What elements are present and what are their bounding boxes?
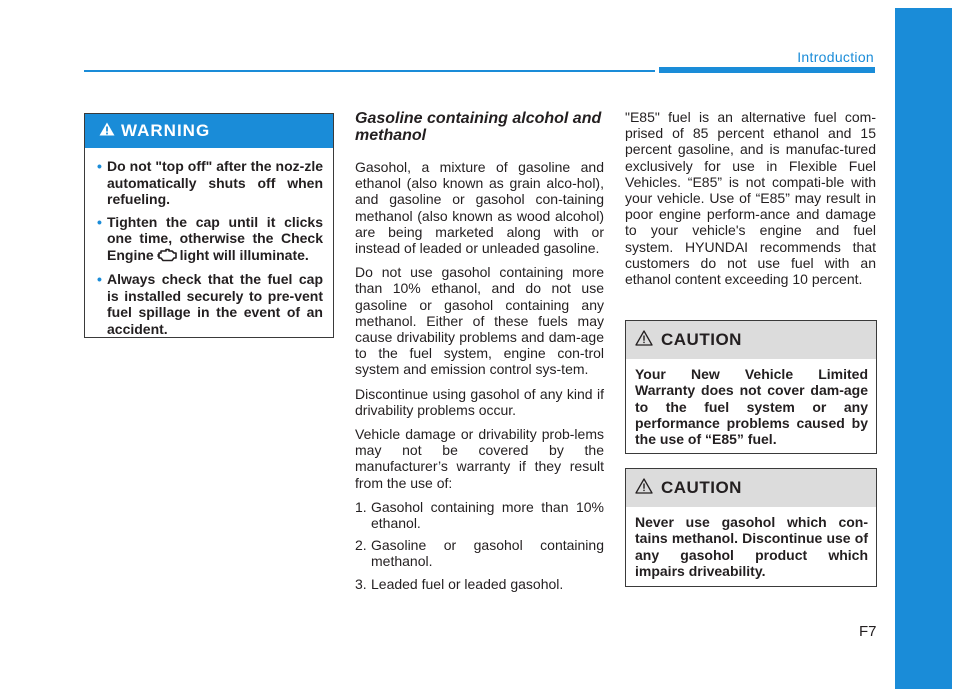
list-item-text: Leaded fuel or leaded gasohol.	[371, 575, 564, 592]
list-number: 1.	[355, 498, 367, 515]
bullet-icon: •	[97, 271, 102, 287]
caution-title: CAUTION	[661, 478, 742, 497]
caution-triangle-icon	[635, 330, 653, 351]
warning-item-text: light will illuminate.	[179, 246, 309, 263]
warning-triangle-icon	[99, 122, 115, 140]
header-rule-thick	[659, 67, 875, 73]
numbered-list	[355, 499, 604, 592]
warning-header	[85, 114, 333, 148]
caution-header	[626, 321, 876, 359]
check-engine-icon	[157, 248, 177, 266]
caution-triangle-icon	[635, 478, 653, 499]
warning-item-text: Do not "top off" after the noz-zle automatically shuts off when refueling.	[107, 158, 323, 207]
section-heading: Gasoline containing alcohol and methanol	[355, 110, 602, 144]
caution-text: Never use gasohol which con-tains methanol. Discontinue use of any gasohol product which impairs driveability.	[635, 514, 868, 579]
bullet-icon: •	[97, 213, 102, 230]
warning-list	[85, 148, 333, 337]
page-number: F7	[859, 623, 877, 640]
warning-box	[84, 113, 334, 338]
caution-title: CAUTION	[661, 330, 742, 349]
caution-text: Your New Vehicle Limited Warranty does not cover dam-age to the fuel system or any performance problems caused by the use of “E85” fuel.	[635, 366, 868, 448]
body-paragraph: Do not use gasohol containing more than 10% ethanol, and do not use gasoline or gasohol containing any methanol. Either of these fuels may cause drivability problems and dam-age to the fuel system, engine con-trol system and emission control sys-tem.	[355, 264, 604, 378]
right-column	[625, 109, 876, 295]
chapter-side-tab	[895, 8, 952, 689]
list-number: 3.	[355, 575, 367, 592]
body-paragraph: Discontinue using gasohol of any kind if drivability problems occur.	[355, 385, 604, 418]
body-paragraph: Vehicle damage or drivability prob-lems may not be covered by the manufacturer’s warranty if they result from the use of:	[355, 426, 604, 491]
numbered-list-item	[355, 537, 604, 569]
warning-item-text: Always check that the fuel cap is installed securely to pre-vent fuel spillage in the event of an accident.	[107, 271, 323, 337]
caution-box	[625, 468, 877, 587]
middle-column	[355, 110, 604, 598]
warning-item	[97, 271, 323, 337]
body-paragraph: Gasohol, a mixture of gasoline and ethanol (also known as grain alco-hol), and gasoline or gasohol con-taining methanol (also known as wood alcohol) are being marketed along with or instead of leaded or unleaded gasoline.	[355, 159, 604, 257]
warning-item	[97, 214, 323, 266]
warning-title: WARNING	[121, 121, 211, 140]
warning-item-text: Tighten the cap until it clicks one time, otherwise the Check Engine	[107, 213, 323, 263]
caution-header	[626, 469, 876, 507]
list-number: 2.	[355, 537, 367, 554]
header-rule-thin	[84, 70, 655, 72]
caution-box	[625, 320, 877, 454]
section-title: Introduction	[797, 49, 874, 65]
warning-item	[97, 158, 323, 208]
list-item-text: Gasoline or gasohol containing methanol.	[371, 537, 604, 570]
body-paragraph: "E85" fuel is an alternative fuel com-prised of 85 percent ethanol and 15 percent gasoline, and is manufac-tured exclusively for use in Flexible Fuel Vehicles. “E85” is not compati-ble with your vehicle. Use of “E85” may result in poor engine perform-ance and damage to your vehicle's engine and fuel system. HYUNDAI recommends that customers do not use fuel with an ethanol content exceeding 10 percent.	[625, 109, 876, 288]
numbered-list-item	[355, 499, 604, 531]
list-item-text: Gasohol containing more than 10% ethanol.	[371, 498, 604, 532]
numbered-list-item	[355, 576, 604, 592]
bullet-icon: •	[97, 158, 102, 174]
